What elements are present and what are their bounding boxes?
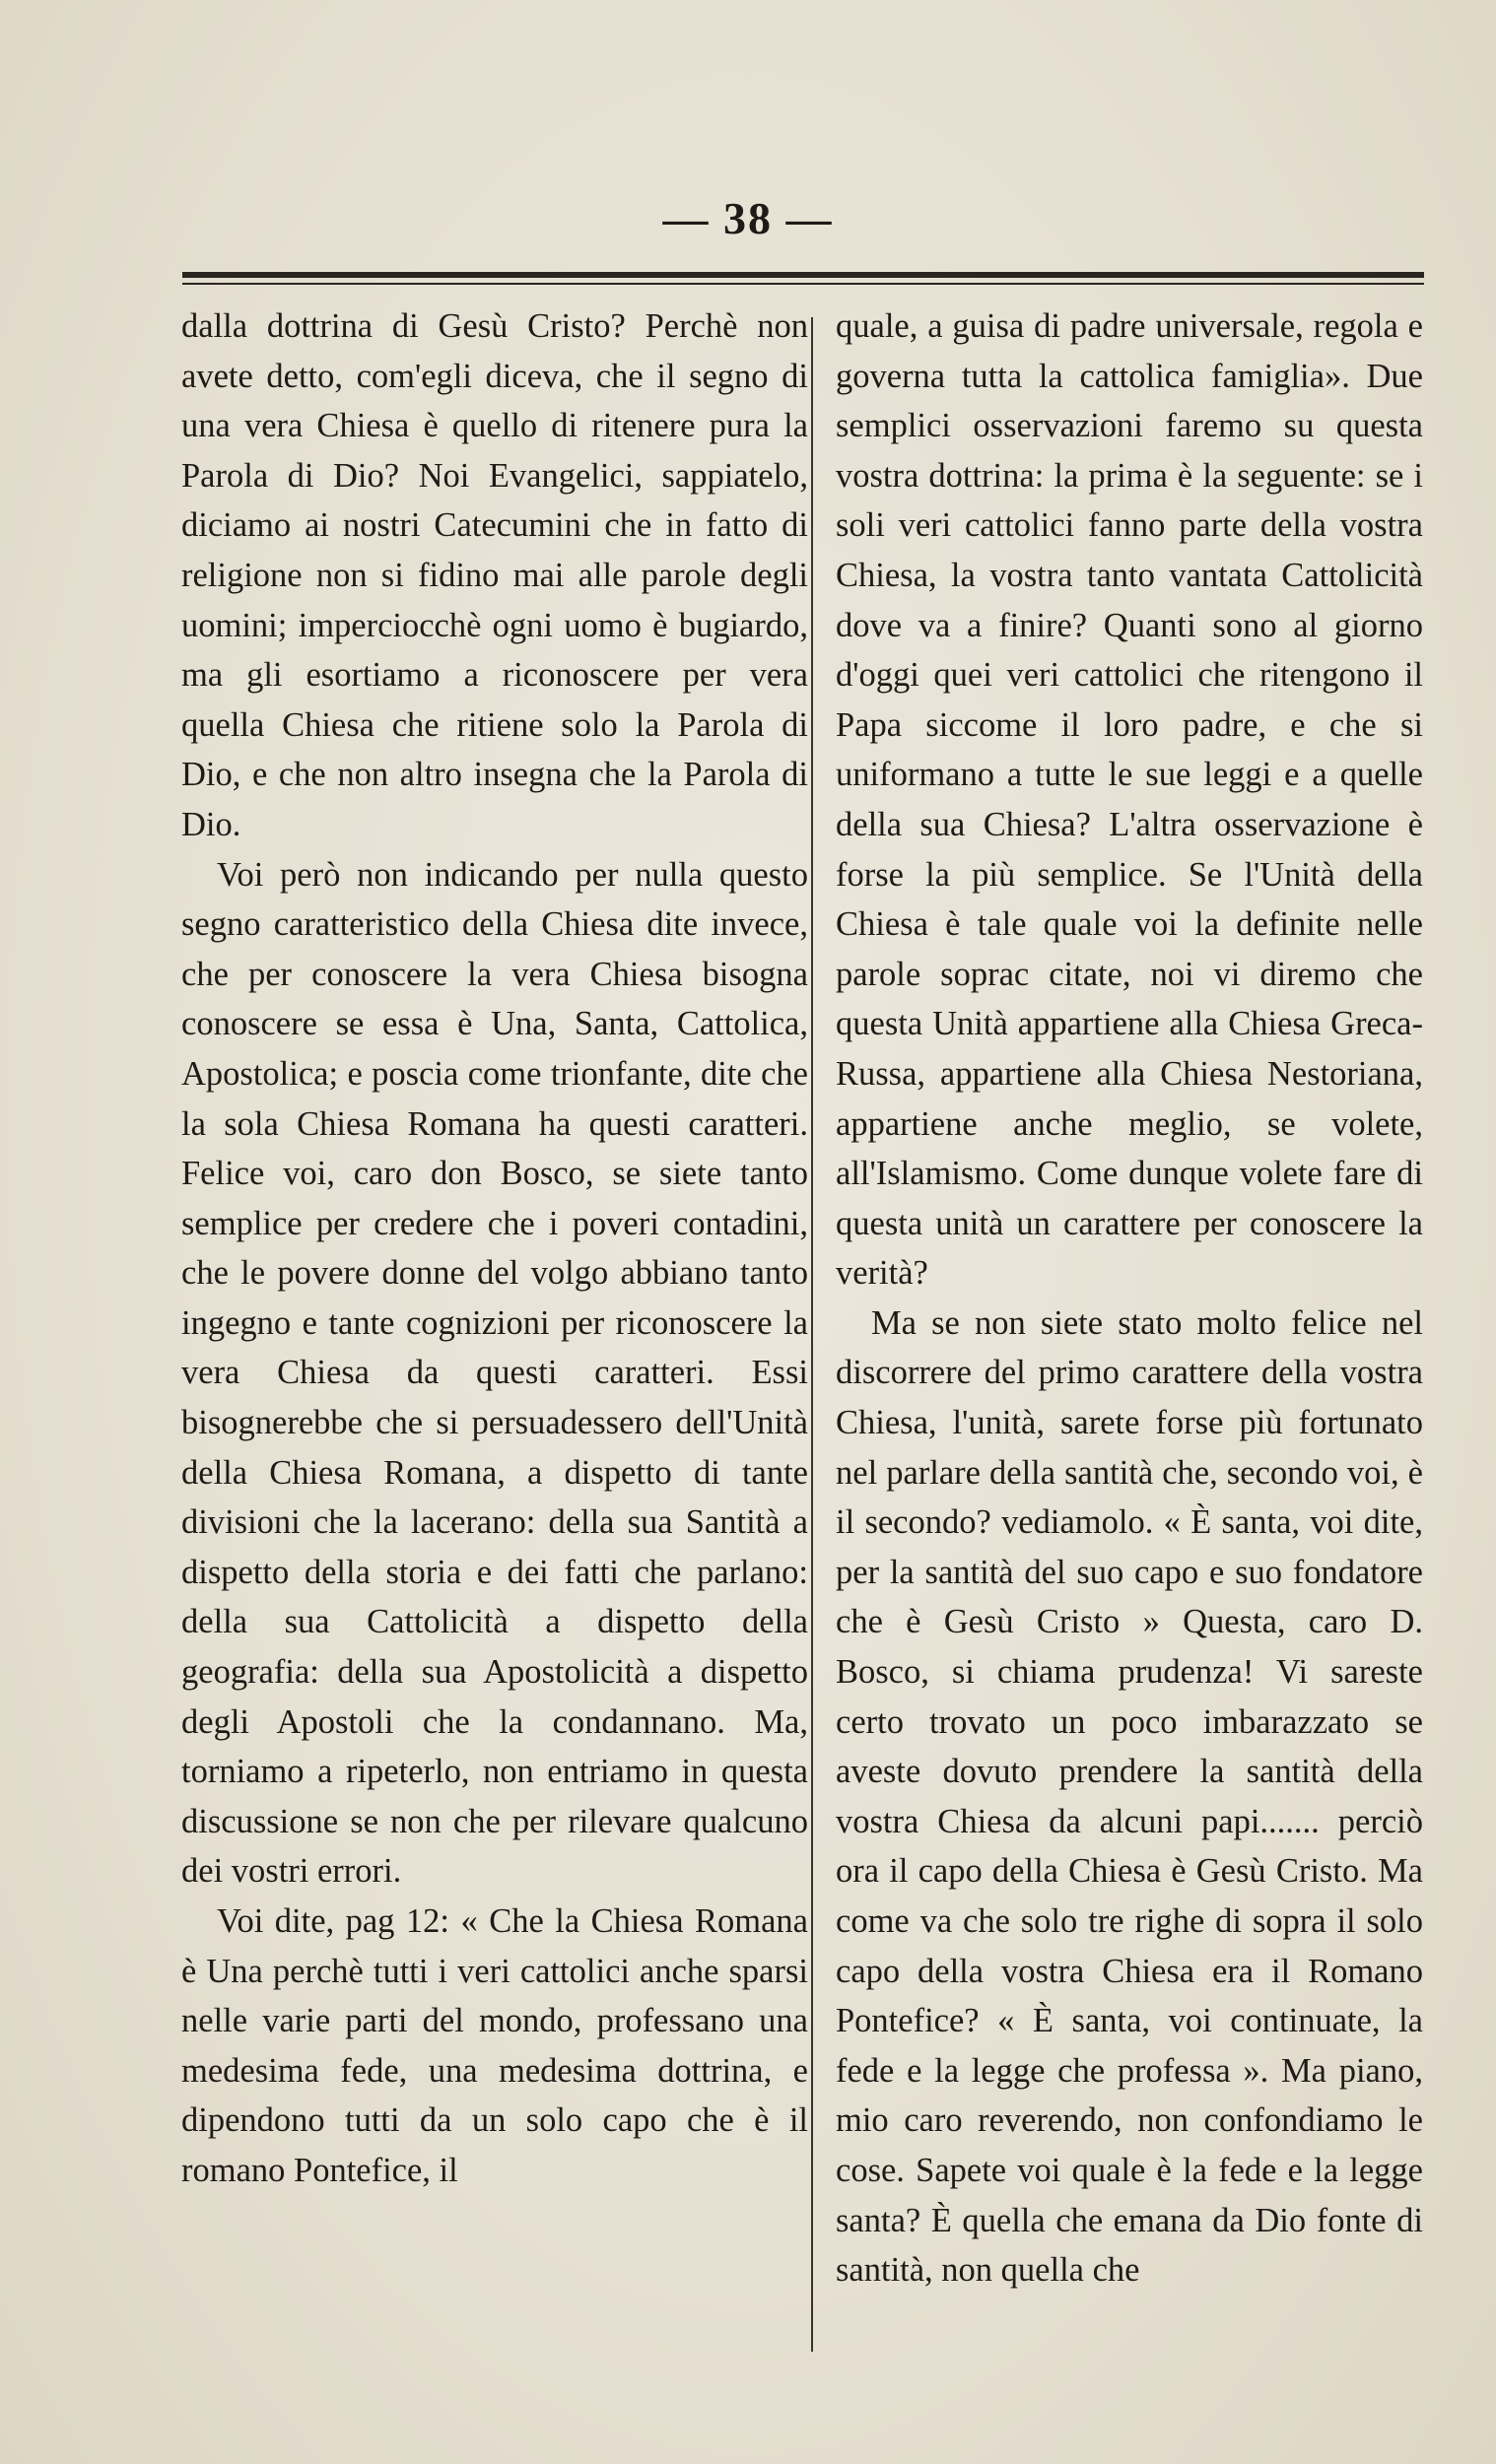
paragraph: dalla dottrina di Gesù Cristo? Perchè non avete detto, com'egli diceva, che il segno di una vera Chiesa è quello di ritenere pura la Parola di Dio? Noi Evangelici, sappiatelo, diciamo ai nostri Catecumini che in fatto di religione non si fidino mai alle parole degli uomini; imperciocchè ogni uomo è bugiardo, ma gli esortiamo a riconoscere per vera quella Chiesa che ritiene solo la Parola di Dio, e che non altro insegna che la Parola di Dio.: [181, 307, 808, 843]
column-divider: [811, 317, 813, 2352]
page-number: — 38 —: [662, 193, 834, 243]
left-column: [181, 301, 808, 2196]
header-rule: [182, 272, 1424, 278]
paragraph: Voi però non indicando per nulla questo segno caratteristico della Chiesa dite invece, che per conoscere la vera Chiesa bisogna conoscere se essa è Una, Santa, Cattolica, Apostolica; e poscia come trionfante, dite che la sola Chiesa Romana ha questi caratteri. Felice voi, caro don Bosco, se siete tanto semplice per credere che i poveri contadini, che le povere donne del volgo abbiano tanto ingegno e tante cognizioni per riconoscere la vera Chiesa da questi caratteri. Essi bisognerebbe che si persuadessero dell'Unità della Chiesa Romana, a dispetto di tante divisioni che la lacerano: della sua Santità a dispetto della storia e dei fatti che parlano: della sua Cattolicità a dispetto della geografia: della sua Apostolicità a dispetto degli Apostoli che la condannano. Ma, torniamo a ripeterlo, non entriamo in questa discussione se non che per rilevare qualcuno dei vostri errori.: [181, 855, 808, 1891]
header-rule-thin: [182, 283, 1424, 285]
paragraph: Ma se non siete stato molto felice nel discorrere del primo carattere della vostra Chiesa, l'unità, sarete forse più fortunato nel parlare della santità che, secondo voi, è il secondo? vediamolo. « È santa, voi dite, per la santità del suo capo e suo fondatore che è Gesù Cristo » Questa, caro D. Bosco, si chiama prudenza! Vi sareste certo trovato un poco imbarazzato se aveste dovuto prendere la santità della vostra Chiesa da alcuni papi....... perciò ora il capo della Chiesa è Gesù Cristo. Ma come va che solo tre righe di sopra il solo capo della vostra Chiesa era il Romano Pontefice? « È santa, voi continuate, la fede e la legge che professa ». Ma piano, mio caro reverendo, non confondiamo le cose. Sapete voi quale è la fede e la legge santa? È quella che emana da Dio fonte di santità, non quella che: [836, 1303, 1423, 2290]
paragraph: Voi dite, pag 12: « Che la Chiesa Romana è Una perchè tutti i veri cattolici anche sparsi nelle varie parti del mondo, professano una medesima fede, una medesima dottrina, e dipendono tutti da un solo capo che è il romano Pontefice, il: [181, 1902, 808, 2189]
paragraph: quale, a guisa di padre universale, regola e governa tutta la cattolica famiglia». Due semplici osservazioni faremo su questa vostra dottrina: la prima è la seguente: se i soli veri cattolici fanno parte della vostra Chiesa, la vostra tanto vantata Cattolicità dove va a finire? Quanti sono al giorno d'oggi quei veri cattolici che ritengono il Papa siccome il loro padre, e che si uniformano a tutte le sue leggi e a quelle della sua Chiesa? L'altra osservazione è forse la più semplice. Se l'Unità della Chiesa è tale quale voi la definite nelle parole soprac citate, noi vi diremo che questa Unità appartiene alla Chiesa Greca-Russa, appartiene alla Chiesa Nestoriana, appartiene anche meglio, se volete, all'Islamismo. Come dunque volete fare di questa unità un carattere per conoscere la verità?: [836, 307, 1423, 1293]
right-column: [836, 301, 1423, 2296]
